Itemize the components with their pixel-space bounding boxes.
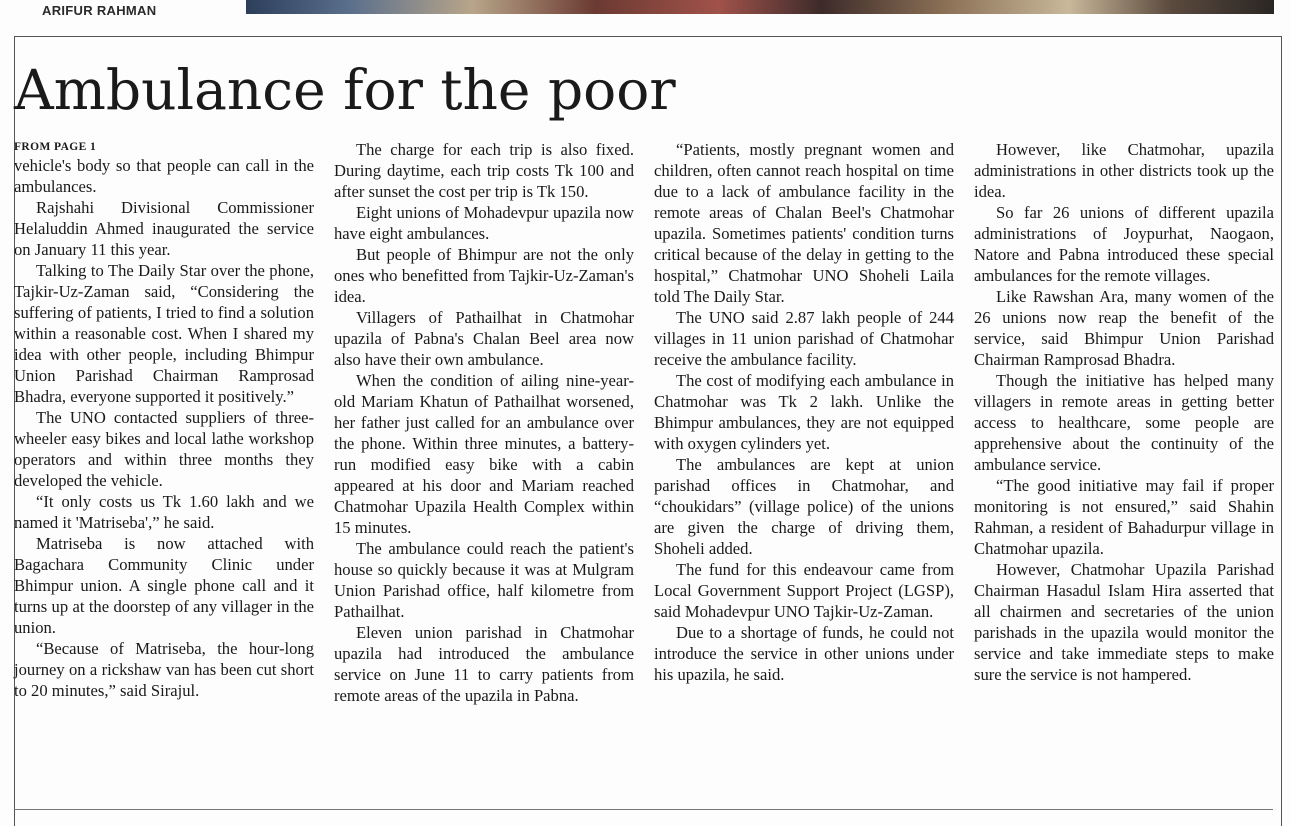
paragraph: When the condition of ailing nine-year-old Mariam Khatun of Pathailhat worsened, her father just called for an ambulance over the phone. Within three minutes, a battery-run modified easy bike with a cabin appeared at his door and Mariam reached Chatmohar Upazila Health Complex within 15 minutes. [334,371,634,537]
paragraph: The fund for this endeavour came from Local Government Support Project (LGSP), said Mohadevpur UNO Tajkir-Uz-Zaman. [654,560,954,621]
paragraph: The ambulance could reach the patient's house so quickly because it was at Mulgram Union Parishad office, half kilometre from Pathailhat. [334,539,634,621]
paragraph: The charge for each trip is also fixed. During daytime, each trip costs Tk 100 and after sunset the cost per trip is Tk 150. [334,140,634,201]
paragraph: The UNO said 2.87 lakh people of 244 villages in 11 union parishad of Chatmohar receive the ambulance facility. [654,308,954,369]
paragraph: The cost of modifying each ambulance in Chatmohar was Tk 2 lakh. Unlike the Bhimpur ambulances, they are not equipped with oxygen cylinders yet. [654,371,954,453]
column-2 [334,139,634,706]
paragraph: “Patients, mostly pregnant women and children, often cannot reach hospital on time due to a lack of ambulance facility in the remote areas of Chalan Beel's Chatmohar upazila. Sometimes patients' condition turns critical because of the delay in getting to the hospital,” Chatmohar UNO Shoheli Laila told The Daily Star. [654,140,954,306]
paragraph: Eleven union parishad in Chatmohar upazila had introduced the ambulance service on June 11 to carry patients from remote areas of the upazila in Pabna. [334,623,634,705]
paragraph: Due to a shortage of funds, he could not introduce the service in other unions under his upazila, he said. [654,623,954,684]
paragraph: Though the initiative has helped many villagers in remote areas in getting better access to healthcare, some people are apprehensive about the continuity of the ambulance service. [974,371,1274,474]
photo-credit: ARIFUR RAHMAN [42,3,157,18]
column-3 [654,139,954,685]
paragraph: Talking to The Daily Star over the phone, Tajkir-Uz-Zaman said, “Considering the suffering of patients, I tried to find a solution within a reasonable cost. When I shared my idea with other people, including Bhimpur Union Parishad Chairman Ramprosad Bhadra, everyone supported it positively.” [14,261,314,406]
photo-strip [246,0,1274,14]
paragraph: Rajshahi Divisional Commissioner Helaluddin Ahmed inaugurated the service on January 11 this year. [14,198,314,259]
paragraph: However, Chatmohar Upazila Parishad Chairman Hasadul Islam Hira asserted that all chairmen and secretaries of the union parishads in the upazila would monitor the service and take immediate steps to make sure the service is not hampered. [974,560,1274,684]
paragraph: However, like Chatmohar, upazila administrations in other districts took up the idea. [974,140,1274,201]
paragraph: Like Rawshan Ara, many women of the 26 unions now reap the benefit of the service, said Bhimpur Union Parishad Chairman Ramprosad Bhadra. [974,287,1274,369]
paragraph: “The good initiative may fail if proper monitoring is not ensured,” said Shahin Rahman, a resident of Bahadurpur village in Chatmohar upazila. [974,476,1274,558]
paragraph: Villagers of Pathailhat in Chatmohar upazila of Pabna's Chalan Beel area now also have their own ambulance. [334,308,634,369]
paragraph: Eight unions of Mohadevpur upazila now have eight ambulances. [334,203,634,243]
paragraph: “It only costs us Tk 1.60 lakh and we named it 'Matriseba',” he said. [14,492,314,532]
bottom-rule [14,809,1273,810]
paragraph: The ambulances are kept at union parishad offices in Chatmohar, and “choukidars” (village police) of the unions are given the charge of driving them, Shoheli added. [654,455,954,558]
column-1 [14,139,314,701]
from-page-label: FROM PAGE 1 [14,141,97,153]
column-4 [974,139,1274,685]
paragraph: The UNO contacted suppliers of three-wheeler easy bikes and local lathe workshop operators and within three months they developed the vehicle. [14,408,314,490]
article-body [14,139,1278,799]
paragraph: Matriseba is now attached with Bagachara Community Clinic under Bhimpur union. A single phone call and it turns up at the doorstep of any villager in the union. [14,534,314,637]
paragraph: So far 26 unions of different upazila administrations of Joypurhat, Naogaon, Natore and Pabna introduced these special ambulances for the remote villages. [974,203,1274,285]
paragraph: vehicle's body so that people can call in the ambulances. [14,156,314,196]
paragraph: “Because of Matriseba, the hour-long journey on a rickshaw van has been cut short to 20 minutes,” said Sirajul. [14,639,314,700]
paragraph: But people of Bhimpur are not the only ones who benefitted from Tajkir-Uz-Zaman's idea. [334,245,634,306]
headline: Ambulance for the poor [14,58,676,122]
